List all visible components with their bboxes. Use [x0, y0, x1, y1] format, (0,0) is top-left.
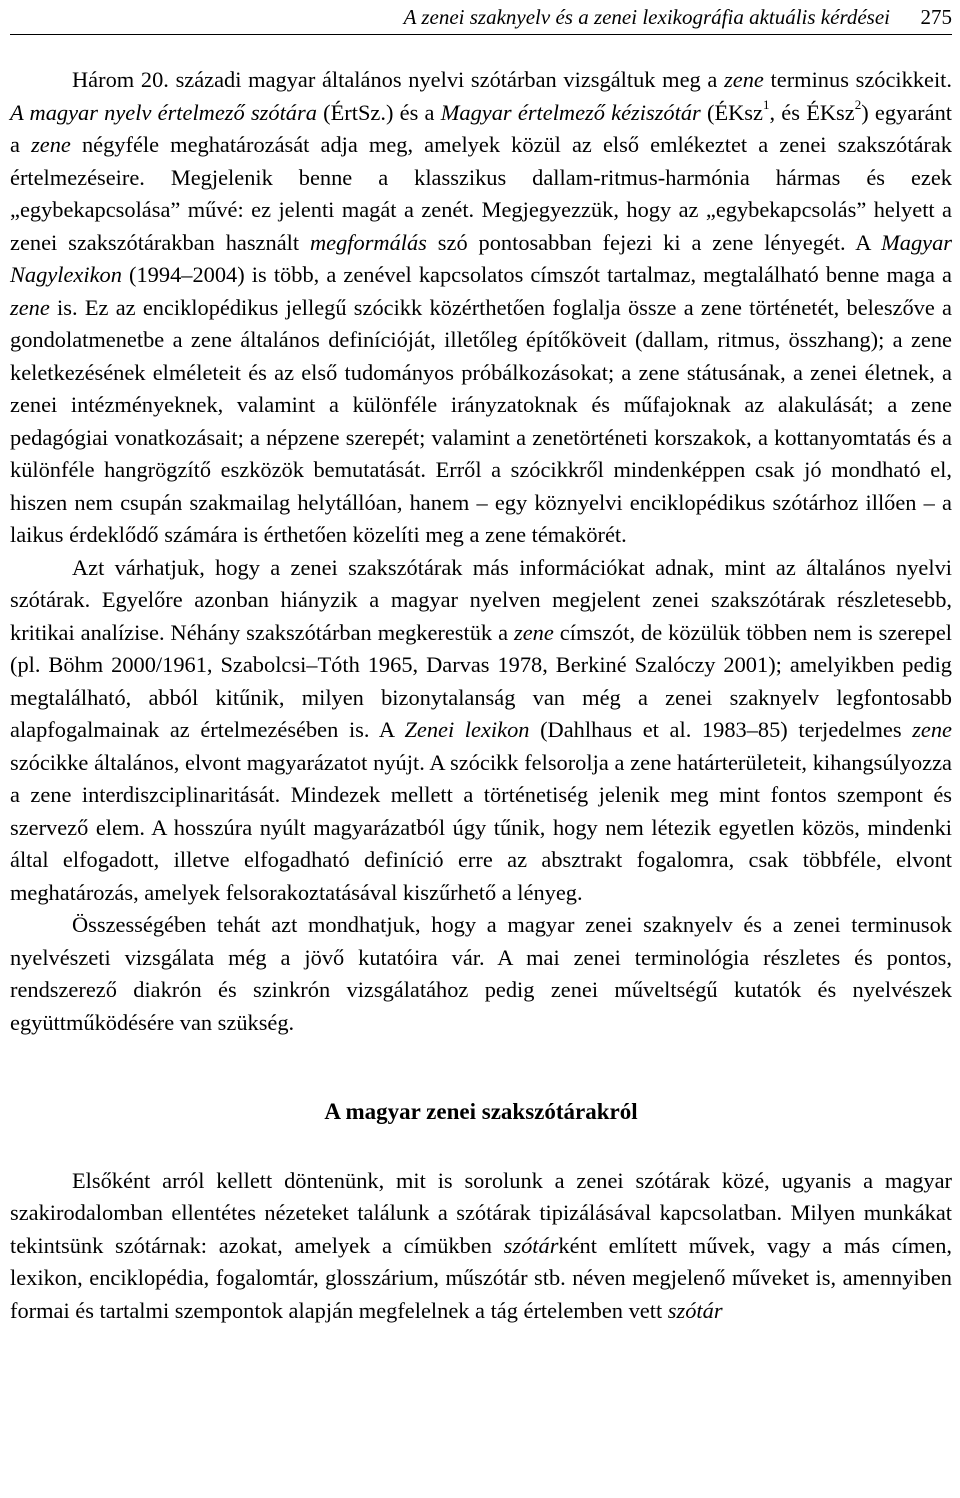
italic-term: zene — [724, 67, 764, 92]
superscript: 1 — [762, 97, 770, 113]
text-run: Elsőként arról kellett döntenünk, mit is sorolunk a zenei szótárak közé, ugyanis a magyar szakirodalomban ellentétes nézeteket találunk a szótárak tipizálásával kapcsolatban. Milyen munkákat tekintsünk szótárnak: azokat, amelyek a címükben — [10, 1167, 952, 1258]
text-run: négyféle meghatározását adja meg, amelyek közül az első emlékeztet a zenei szakszótárak értelmezéseire. Megjelenik benne a klasszikus dallam-ritmus-harmónia hármas és ezek „egybekapcsolása” művé: ez jelenti magát a zenét. Megjegyezzük, hogy az „egybekapcsolás” helyett a zenei szakszótárakban használt — [10, 132, 952, 255]
text-run: (1994–2004) is több, a zenével kapcsolatos címszót tartalmaz, megtalálható benne maga a — [121, 262, 952, 287]
text-run: ) egyaránt a — [10, 99, 952, 157]
paragraph-2 — [10, 552, 952, 910]
paragraph-1 — [10, 64, 952, 552]
running-header — [10, 0, 952, 35]
text-run: szócikke általános, elvont magyarázatot nyújt. A szócikk felsorolja a zene határterületeit, kihangsúlyozza a zene interdiszciplinaritását. Mindezek mellett a történetiség jelenik meg mint fontos szempont és szervező elem. A hosszúra nyúlt magyarázatból úgy tűnik, hogy nem létezik egyetlen közös, mindenki által elfogadott, illetve elfogadható definíció erre az absztrakt fogalomra, csak többféle, elvont meghatározás, amelyek felsorakoztatásával kiszűrhető a lényeg. — [10, 749, 952, 905]
text-run: szó pontosabban fejezi ki a zene lényegét. A — [426, 229, 882, 255]
running-title: A zenei szaknyelv és a zenei lexikográfia aktuális kérdései — [403, 5, 890, 29]
superscript: 2 — [854, 97, 862, 113]
italic-term: zene — [514, 619, 554, 645]
italic-term: szótár — [667, 1297, 723, 1323]
text-run: Három 20. századi magyar általános nyelvi szótárban vizsgáltuk meg a — [72, 67, 725, 92]
page-number: 275 — [920, 5, 952, 29]
paragraph-3: Összességében tehát azt mondhatjuk, hogy a magyar zenei szaknyelv és a zenei terminusok nyelvészeti vizsgálata még a jövő kutatóira vár. A mai zenei terminológia részletes és pontos, rendszerező diakrón és szinkrón vizsgálatához pedig zenei műveltségű kutatók és nyelvészek együttműködésére van szükség. — [10, 912, 952, 1035]
text-run: (ÉKsz — [700, 99, 763, 125]
italic-term: megformálás — [309, 229, 427, 255]
section-heading: A magyar zenei szakszótárakról — [324, 1099, 638, 1124]
italic-title: A magyar nyelv értelmező szótára — [10, 99, 317, 125]
text-run: Azt várhatjuk, hogy a zenei szakszótárak más információkat adnak, mint az általános nyelvi szótárak. Egyelőre azonban hiányzik a magyar nyelven megjelent zenei szakszótárak részletesebb, kritikai analízise. Néhány szakszótárban megkerestük a — [10, 554, 952, 645]
text-run: (ÉrtSz.) és a — [316, 99, 441, 125]
paragraph-4 — [10, 1165, 952, 1328]
italic-term: szótár — [503, 1232, 559, 1258]
italic-title: Zenei lexikon — [404, 717, 530, 742]
italic-title: Magyar értelmező kéziszótár — [440, 99, 701, 125]
text-run: ként említett művek, vagy a más címen, lexikon, enciklopédia, fogalomtár, glosszárium, műszótár stb. néven megjelenő műveket is, amennyiben formai és tartalmi szempontok alapján megfelelnek a tág értelemben vett — [10, 1232, 952, 1323]
article-body — [10, 64, 952, 1327]
italic-term: zene — [10, 294, 50, 320]
italic-title: Magyar Nagylexikon — [10, 229, 953, 287]
text-run: (Dahlhaus et al. 1983–85) terjedelmes — [529, 717, 913, 742]
text-run: , és ÉKsz — [769, 99, 855, 125]
italic-term: zene — [912, 717, 952, 742]
text-run: címszót, de közülük többen nem is szerepel (pl. Böhm 2000/1961, Szabolcsi–Tóth 1965, Darvas 1978, Berkiné Szalóczy 2001); amelyikben pedig megtalálható, abból kitűnik, milyen bizonytalanság van még a zenei szaknyelv legfontosabb alapfogalmainak az értelmezésében is. A — [10, 619, 952, 742]
text-run: is. Ez az enciklopédikus jellegű szócikk közérthetően foglalja össze a zene történetét, beleszőve a gondolatmenetbe a zene általános definícióját, illetőleg építőköveit (dallam, ritmus, összhang); a zene keletkezésének elméleteit és az első tudományos próbálkozásokat; a zene státusának, a zenei életnek, a zenei intézményeknek, valamint a különféle irányzatoknak és műfajoknak az alakulását; a zene pedagógiai vonatkozásait; a népzene szerepét; valamint a zenetörténeti korszakok, a kottanyomtatás és a különféle hangrögzítő eszközök bemutatását. Erről a szócikkről mindenképpen csak jó mondható el, hiszen nem csupán szakmailag helytállóan, hanem – egy köznyelvi enciklopédikus szótárhoz illően – a laikus érdeklődő számára is érthetően közelíti meg a zene témakörét. — [10, 294, 952, 547]
text-run: terminus szócikkeit. — [763, 67, 952, 92]
page — [10, 0, 952, 1327]
italic-term: zene — [31, 132, 71, 157]
